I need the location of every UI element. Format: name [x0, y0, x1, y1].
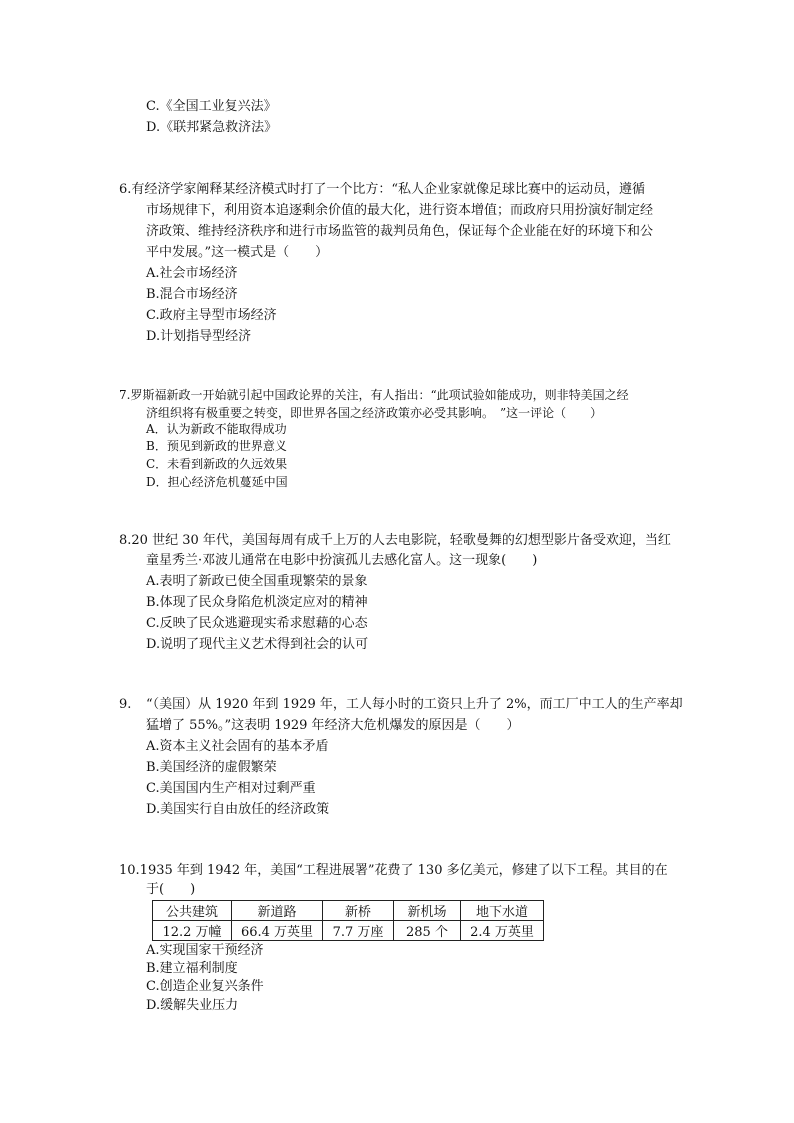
q9-option-d: D.美国实行自由放任的经济政策 [146, 802, 330, 817]
table-header-cell: 新道路 [232, 901, 323, 921]
q6-option-c: C.政府主导型市场经济 [146, 308, 277, 323]
q7-stem-line2: 济组织将有极重要之转变，即世界各国之经济政策亦必受其影响。 ”这一评论（ ） [146, 406, 603, 420]
q9-option-a: A.资本主义社会固有的基本矛盾 [146, 739, 329, 754]
q8-option-d: D.说明了现代主义艺术得到社会的认可 [146, 637, 369, 652]
table-cell: 285 个 [394, 921, 461, 941]
q10-option-b: B.建立福利制度 [146, 961, 238, 976]
q7-stem-line1: 7.罗斯福新政一开始就引起中国政论界的关注，有人指出：“此项试验如能成功，则非特美国之经 [119, 388, 629, 402]
q7-option-b: B．预见到新政的世界意义 [146, 439, 287, 453]
q8-stem-line1: 8.20 世纪 30 年代，美国每周有成千上万的人去电影院，轻歌曼舞的幻想型影片备受欢迎，当红 [119, 533, 671, 548]
q6-stem-line3: 济政策、维持经济秩序和进行市场监管的裁判员角色，保证每个企业能在好的环境下和公 [146, 224, 654, 239]
q8-option-a: A.表明了新政已使全国重现繁荣的景象 [146, 574, 368, 589]
q6-option-a: A.社会市场经济 [146, 266, 238, 281]
q9-option-c: C.美国国内生产相对过剩严重 [146, 781, 316, 796]
q6-option-d: D.计划指导型经济 [146, 329, 252, 344]
q10-data-table [152, 900, 544, 941]
q5-option-c: C.《全国工业复兴法》 [146, 99, 277, 114]
q9-stem-line1: “（美国）从 1920 年到 1929 年，工人每小时的工资只上升了 2%，而工厂中工人的生产率却 [146, 697, 683, 712]
table-header-cell: 新机场 [394, 901, 461, 921]
q8-option-b: B.体现了民众身陷危机淡定应对的精神 [146, 595, 368, 610]
table-header-cell: 公共建筑 [153, 901, 232, 921]
table-row [153, 921, 544, 941]
table-cell: 2.4 万英里 [461, 921, 544, 941]
q7-option-a: A．认为新政不能取得成功 [146, 422, 287, 436]
q9-number: 9. [119, 697, 132, 712]
q9-option-b: B.美国经济的虚假繁荣 [146, 760, 277, 775]
q10-option-d: D.缓解失业压力 [146, 998, 239, 1013]
q6-stem-line1: 6.有经济学家阐释某经济模式时打了一个比方：“私人企业家就像足球比赛中的运动员，遵循 [119, 182, 646, 197]
q7-option-c: C．未看到新政的久远效果 [146, 457, 288, 471]
q8-option-c: C.反映了民众逃避现实希求慰藉的心态 [146, 616, 368, 631]
q6-stem-line4: 平中发展。”这一模式是（ ） [146, 245, 329, 260]
q6-option-b: B.混合市场经济 [146, 287, 238, 302]
q8-stem-line2: 童星秀兰·邓波儿通常在电影中扮演孤儿去感化富人。这一现象( ) [146, 553, 538, 568]
q10-option-a: A.实现国家干预经济 [146, 943, 264, 958]
table-header-cell: 新桥 [323, 901, 394, 921]
q10-stem-line1: 10.1935 年到 1942 年，美国“工程进展署”花费了 130 多亿美元，修建了以下工程。其目的在 [119, 863, 668, 878]
table-cell: 7.7 万座 [323, 921, 394, 941]
q5-option-d: D.《联邦紧急救济法》 [146, 120, 278, 135]
table-header-cell: 地下水道 [461, 901, 544, 921]
q7-option-d: D．担心经济危机蔓延中国 [146, 475, 288, 489]
q10-option-c: C.创造企业复兴条件 [146, 979, 264, 994]
q6-stem-line2: 市场规律下，利用资本追逐剩余价值的最大化，进行资本增值；而政府只用扮演好制定经 [146, 203, 654, 218]
q10-stem-line2: 于( ) [146, 882, 196, 897]
table-cell: 12.2 万幢 [153, 921, 232, 941]
q9-stem-line2: 猛增了 55%。”这表明 1929 年经济大危机爆发的原因是（ ） [146, 718, 520, 733]
table-cell: 66.4 万英里 [232, 921, 323, 941]
table-header-row [153, 901, 544, 921]
